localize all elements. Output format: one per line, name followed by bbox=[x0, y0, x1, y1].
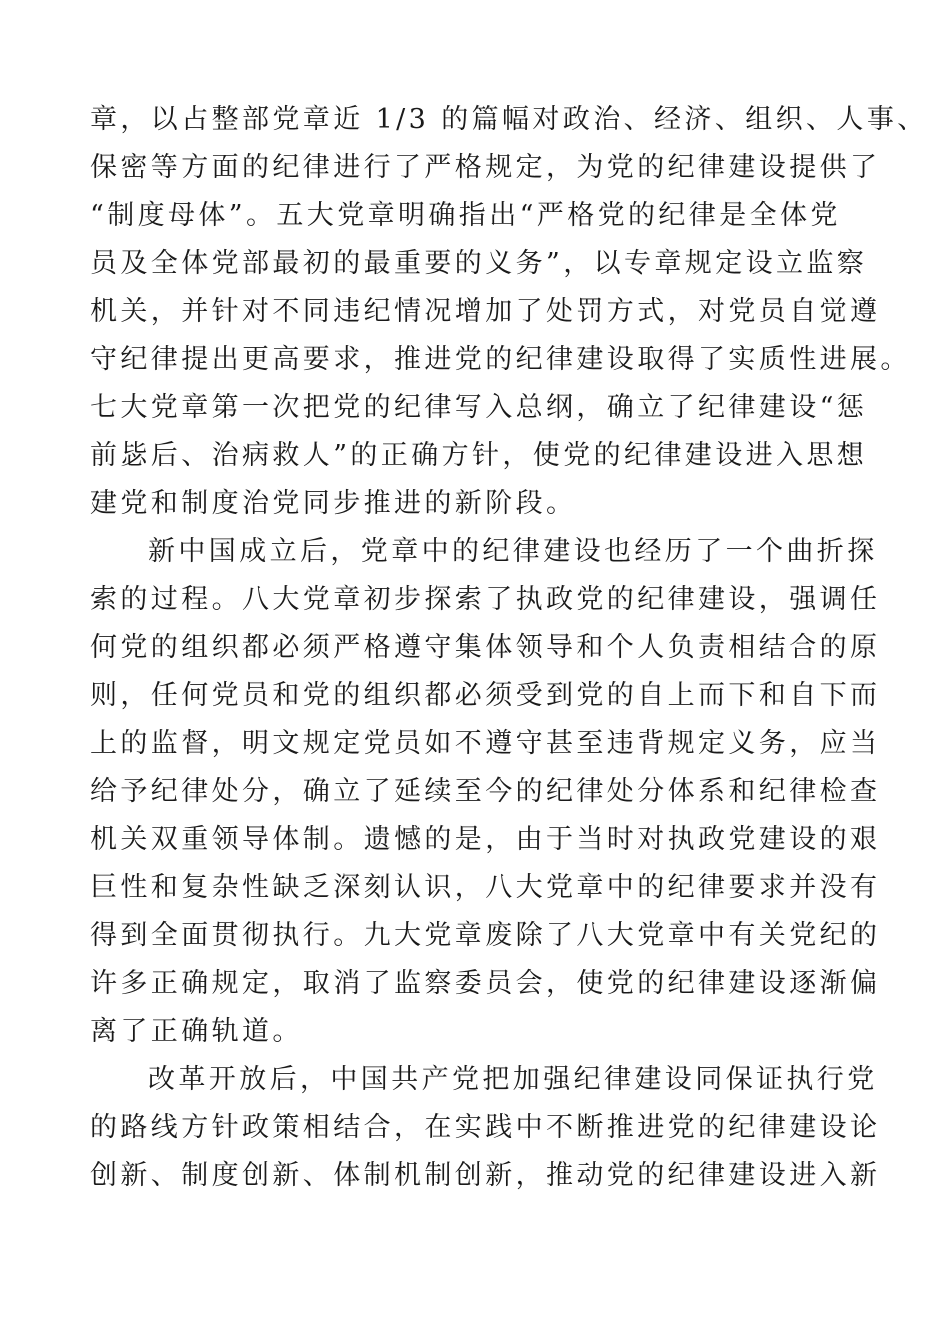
text-line: 机关，并针对不同违纪情况增加了处罚方式，对党员自觉遵 bbox=[90, 296, 881, 327]
text-line: 建党和制度治党同步推进的新阶段。 bbox=[90, 488, 577, 519]
text-line: 机关双重领导体制。遗憾的是，由于当时对执政党建设的艰 bbox=[90, 824, 881, 855]
text-line: 给予纪律处分，确立了延续至今的纪律处分体系和纪律检查 bbox=[90, 776, 881, 807]
text-line: 离了正确轨道。 bbox=[90, 1016, 303, 1047]
text-line: 守纪律提出更高要求，推进党的纪律建设取得了实质性进展。 bbox=[90, 344, 911, 375]
text-line: 员及全体党部最初的最重要的义务”，以专章规定设立监察 bbox=[90, 248, 868, 279]
text-line: 得到全面贯彻执行。九大党章废除了八大党章中有关党纪的 bbox=[90, 920, 881, 951]
text-line: 上的监督，明文规定党员如不遵守甚至违背规定义务，应当 bbox=[90, 728, 881, 759]
body-text bbox=[90, 96, 928, 1200]
text-line: 巨性和复杂性缺乏深刻认识，八大党章中的纪律要求并没有 bbox=[90, 872, 881, 903]
text-line: 新中国成立后，党章中的纪律建设也经历了一个曲折探 bbox=[148, 536, 878, 567]
text-line: 创新、制度创新、体制机制创新，推动党的纪律建设进入新 bbox=[90, 1160, 881, 1191]
text-line: 七大党章第一次把党的纪律写入总纲，确立了纪律建设“惩 bbox=[90, 392, 868, 423]
text-line: 则，任何党员和党的组织都必须受到党的自上而下和自下而 bbox=[90, 680, 881, 711]
paragraph bbox=[90, 528, 881, 1056]
text-line: 章，以占整部党章近 1/3 的篇幅对政治、经济、组织、人事、 bbox=[90, 104, 928, 135]
text-line: 保密等方面的纪律进行了严格规定，为党的纪律建设提供了 bbox=[90, 152, 881, 183]
paragraph bbox=[90, 96, 928, 528]
text-line: 的路线方针政策相结合，在实践中不断推进党的纪律建设论 bbox=[90, 1112, 881, 1143]
text-line: 何党的组织都必须严格遵守集体领导和个人负责相结合的原 bbox=[90, 632, 881, 663]
text-line: 前毖后、治病救人”的正确方针，使党的纪律建设进入思想 bbox=[90, 440, 868, 471]
text-line: 许多正确规定，取消了监察委员会，使党的纪律建设逐渐偏 bbox=[90, 968, 881, 999]
paragraph bbox=[90, 1056, 881, 1200]
text-line: “制度母体”。五大党章明确指出“严格党的纪律是全体党 bbox=[90, 200, 841, 231]
text-line: 改革开放后，中国共产党把加强纪律建设同保证执行党 bbox=[148, 1064, 878, 1095]
text-line: 索的过程。八大党章初步探索了执政党的纪律建设，强调任 bbox=[90, 584, 881, 615]
